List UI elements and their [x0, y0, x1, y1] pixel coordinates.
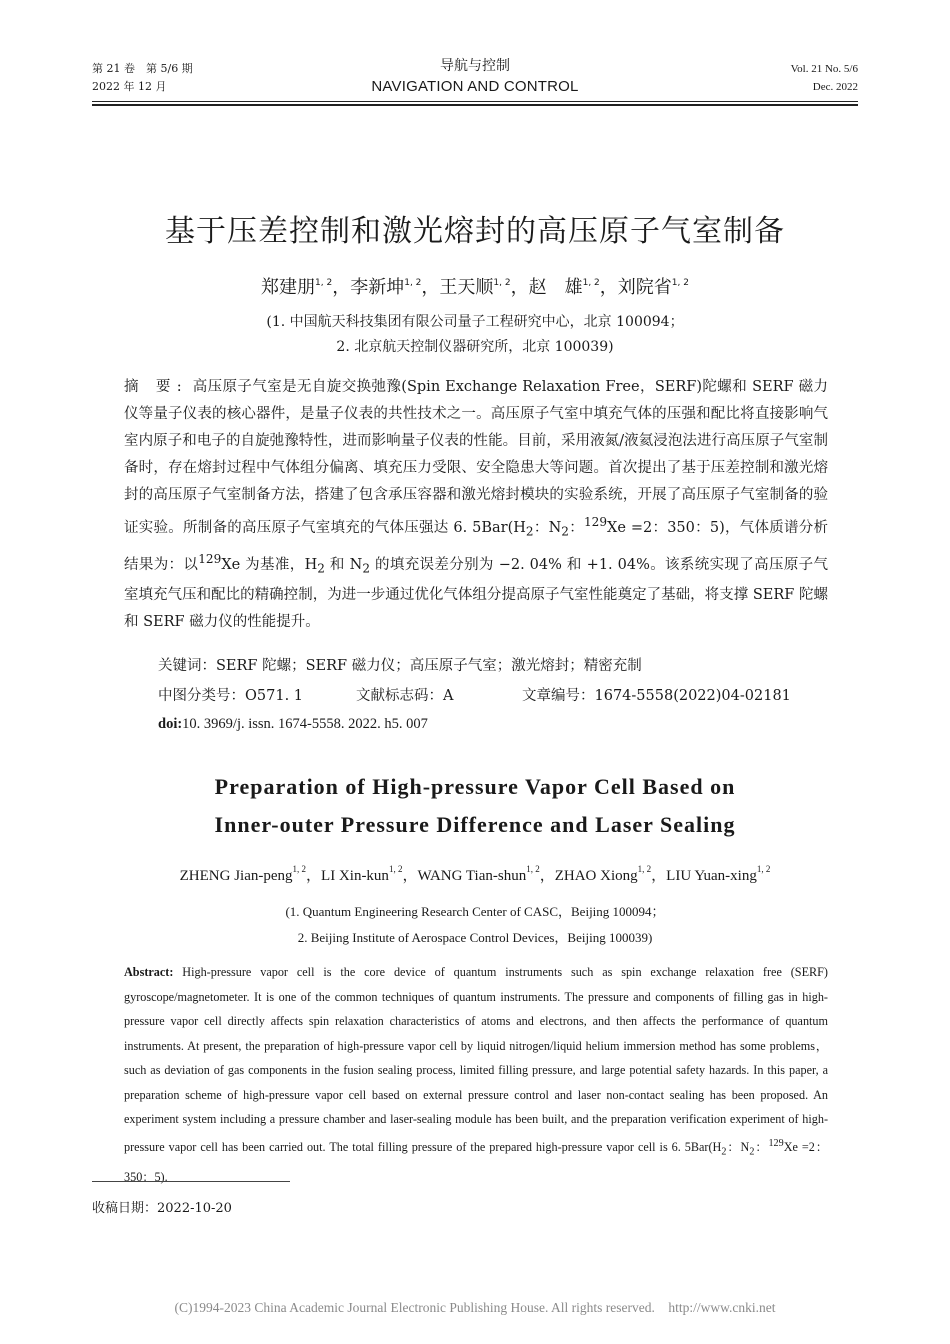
subscript: 2: [317, 561, 325, 576]
journal-name: [330, 56, 620, 98]
header-volume-cn: 第 21 卷 第 5/6 期: [92, 62, 193, 75]
affiliation-line: (1. Quantum Engineering Research Center of CASC，Beijing 100094；: [285, 904, 665, 919]
author-name: LIU Yuan-xing: [666, 868, 757, 884]
author-name: ZHENG Jian-peng: [179, 868, 293, 884]
superscript: 129: [583, 515, 608, 529]
paper-title-en: [0, 768, 950, 844]
author-list-en: [0, 864, 950, 885]
header-volume-en: Vol. 21 No. 5/6: [790, 63, 858, 75]
article-number: 文章编号：1674-5558(2022)04-02181: [522, 688, 791, 704]
author-name: 郑建朋: [261, 277, 316, 298]
affiliation-line: 2. Beijing Institute of Aerospace Control Devices，Beijing 100039): [297, 930, 653, 945]
author-separator: ，: [332, 277, 351, 298]
affiliation-line: 2. 北京航天控制仪器研究所，北京 100039): [336, 339, 614, 355]
author-separator: ，: [402, 868, 418, 884]
subscript: 2: [749, 1146, 755, 1157]
author-separator: ，: [539, 868, 555, 884]
abstract-cn: [124, 374, 828, 636]
author-affil-sup: 1, 2: [526, 864, 540, 874]
document-code: 文献标志码：A: [356, 688, 454, 704]
header-date-en: Dec. 2022: [812, 81, 858, 93]
author-affil-sup: 1, 2: [671, 278, 689, 288]
header-date-cn: 2022 年 12 月: [92, 80, 167, 93]
doi-value: 10. 3969/j. issn. 1674-5558. 2022. h5. 007: [182, 716, 428, 732]
abstract-text: 和 N: [324, 556, 363, 573]
author-separator: ，: [421, 277, 440, 298]
author-separator: ，: [306, 868, 322, 884]
author-name: WANG Tian-shun: [417, 868, 527, 884]
doi-line: [158, 712, 428, 736]
author-affil-sup: 1, 2: [404, 278, 422, 288]
clc-number: 中图分类号：O571. 1: [158, 688, 304, 704]
header-rule-thick: [92, 104, 858, 106]
abstract-label-cn: 摘 要:: [124, 379, 188, 395]
author-affil-sup: 1, 2: [756, 864, 771, 874]
author-name: 王天顺: [439, 277, 494, 298]
subscript: 2: [525, 524, 534, 539]
affiliations-cn: [0, 310, 950, 360]
abstract-text: 高压原子气室是无自旋交换弛豫(Spin Exchange Relaxation Free，SERF)陀螺和 SERF 磁力仪等量子仪表的核心器件，是量子仪表的共性技术之一。高压原子气室中填充气体的压强和配比将直接影响气室内原子和电子的自旋弛豫特性，进而影响量子仪表的性能。目前，采用液氮/液氦浸泡法进行高压原子气室制备时，存在熔封过程中气体组分偏离、填充压力受限、安全隐患大等问题。首次提出了基于压差控制和激光熔封的高压原子气室制备方法，搭建了包含承压容器和激光熔封模块的实验系统，开展了高压原子气室制备的验证实验。所制备的高压原子气室填充的气体压强达 6. 5Bar(H: [124, 379, 829, 536]
abstract-text: Xe =2：350：5)，气体质谱分析结果为：以: [124, 519, 829, 573]
affiliation-line: (1. 中国航天科技集团有限公司量子工程研究中心，北京 100094；: [266, 314, 684, 330]
journal-name-cn: 导航与控制: [440, 58, 510, 74]
abstract-label-en: Abstract:: [124, 965, 174, 979]
author-affil-sup: 1, 2: [315, 278, 333, 288]
affiliations-en: [0, 899, 950, 951]
subscript: 2: [721, 1146, 727, 1157]
abstract-text: Xe 为基准，H: [221, 556, 318, 573]
superscript: 129: [198, 551, 222, 566]
paper-title-cn: 基于压差控制和激光熔封的高压原子气室制备: [165, 214, 785, 249]
received-date: 收稿日期：2022-10-20: [92, 1201, 232, 1216]
author-affil-sup: 1, 2: [493, 278, 511, 288]
author-list-cn: [0, 273, 950, 299]
paper-title-en-line: Preparation of High-pressure Vapor Cell Based on: [214, 774, 736, 799]
abstract-text: ：N: [533, 519, 562, 536]
header-issue-en: [791, 60, 858, 96]
abstract-en: [124, 960, 828, 1189]
author-affil-sup: 1, 2: [388, 864, 403, 874]
author-name: 刘院省: [617, 277, 672, 298]
abstract-text: 的填充误差分别为 −2. 04% 和 +1. 04%。该系统实现了高压原子气室填充气压和配比的精确控制，为进一步通过优化气体组分提高原子气室性能奠定了基础，将支撑 SERF 陀螺和 SERF 磁力仪的性能提升。: [124, 556, 829, 631]
author-separator: ，: [510, 277, 529, 298]
header-rule-thin: [92, 101, 858, 102]
author-separator: ，: [599, 277, 618, 298]
abstract-text: ：: [568, 519, 584, 536]
author-name: 李新坤: [350, 277, 405, 298]
author-affil-sup: 1, 2: [292, 864, 307, 874]
keywords-cn: 关键词：SERF 陀螺；SERF 磁力仪；高压原子气室；激光熔封；精密充制: [158, 658, 642, 674]
abstract-text: Xe =2：350：5).: [124, 1139, 828, 1184]
paper-title-en-line: Inner-outer Pressure Difference and Laser Sealing: [214, 812, 736, 837]
subscript: 2: [561, 524, 569, 539]
footnote-rule: [92, 1181, 290, 1182]
subscript: 2: [362, 561, 371, 576]
author-separator: ，: [651, 868, 667, 884]
author-name: 赵 雄: [528, 277, 583, 298]
header-issue-cn: [92, 60, 193, 96]
classification-line: [158, 684, 791, 708]
author-affil-sup: 1, 2: [637, 864, 652, 874]
journal-name-en: NAVIGATION AND CONTROL: [371, 78, 579, 95]
copyright-watermark: (C)1994-2023 China Academic Journal Electronic Publishing House. All rights reserved. http://www.cnki.net: [174, 1300, 776, 1315]
abstract-text: ：N: [726, 1139, 750, 1154]
author-name: ZHAO Xiong: [554, 868, 638, 884]
doi-label: doi:: [158, 716, 183, 732]
author-affil-sup: 1, 2: [582, 278, 600, 288]
abstract-text: High-pressure vapor cell is the core device of quantum instruments such as spin exchange relaxation free (SERF) gyroscope/magnetometer. It is one of the common techniques of quantum instruments. The pressure and components of filling gas in high-pressure vapor cell directly affects spin relaxation characteristics of atoms and electrons, and then affects the performance of quantum instruments. At present, the preparation of high-pressure vapor cell by liquid nitrogen/liquid helium immersion method has some problems，such as deviation of gas components in the fusion sealing process, limited filling pressure, and large potential safety hazards. In this paper, a preparation scheme of high-pressure vapor cell based on external pressure control and laser non-contact sealing has been proposed. An experiment system including a pressure chamber and laser-sealing module has been built, and the preparation verification experiment of high-pressure vapor cell has been carried out. The total filling pressure of the prepared high-pressure vapor cell is 6. 5Bar(H: [124, 965, 828, 1154]
author-name: LI Xin-kun: [321, 868, 389, 884]
superscript: 129: [768, 1137, 784, 1149]
abstract-text: ：: [754, 1139, 769, 1154]
